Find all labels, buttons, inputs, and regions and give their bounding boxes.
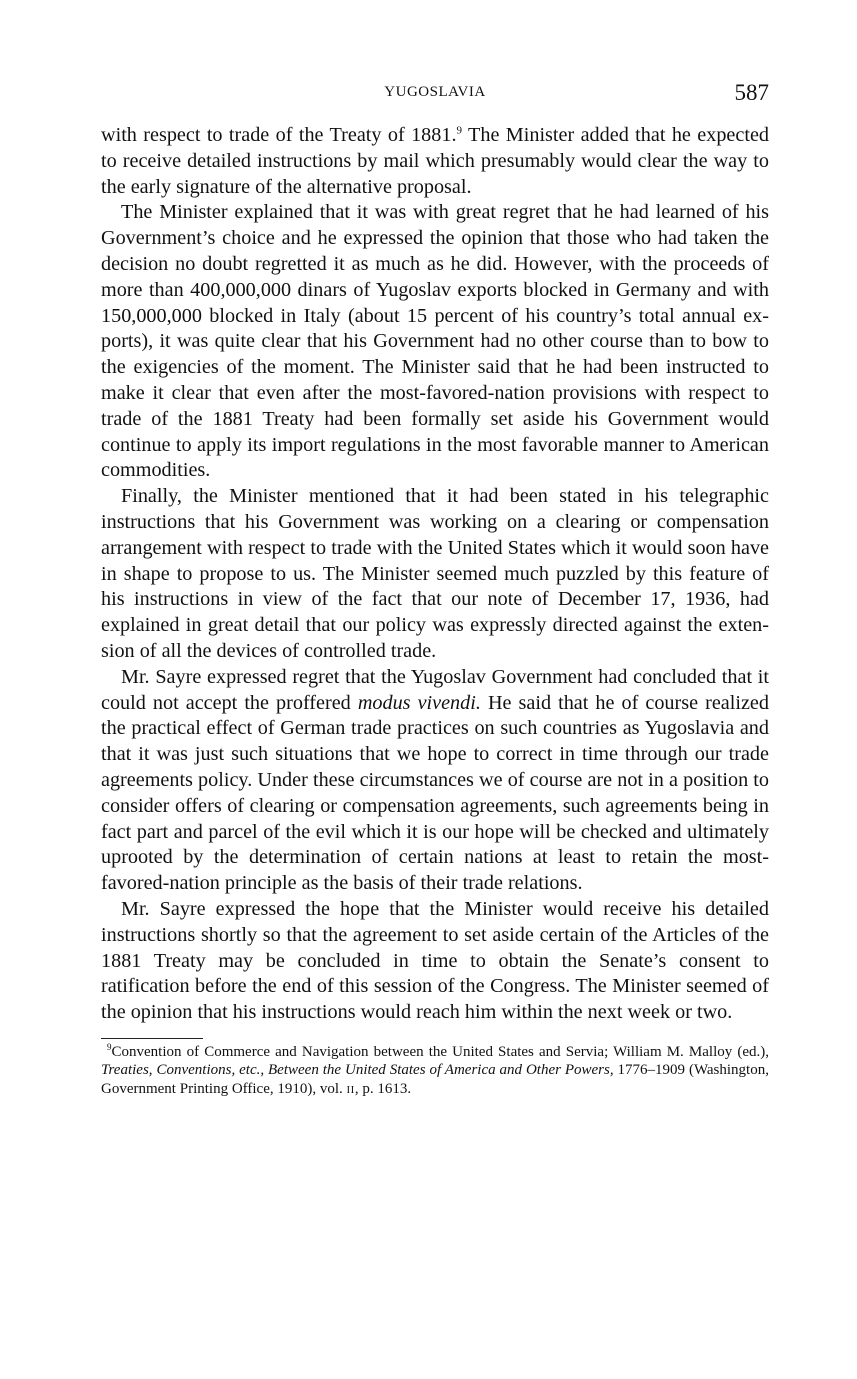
paragraph-text: He said that he of course realized the practical effect of German trade practices on such countries as Yugoslavia and that it was just such situations that we hope to correct in time through our trade agreements policy. Under these circumstances we of course are not in a position to consider offers of clearing or compensation agreements, such agreements being in fact part and parcel of the evil which it is our hope will be checked and ultimately uprooted by the determination of certain nations at least to retain the most-favored-nation principle as the basis of their trade relations.	[101, 691, 769, 895]
document-page	[101, 80, 769, 1114]
footnote-text: 1776–1909 (Washington, Government Printing Office, 1910), vol.	[101, 1062, 769, 1097]
footnote	[101, 1043, 769, 1100]
paragraph: Finally, the Minister mentioned that it had been stated in his telegraphic instructions that his Government was working on a clearing or compensation arrangement with respect to trade with the United States which it would soon have in shape to propose to us. The Minister seemed much puzzled by this feature of his instructions in view of the fact that our note of December 17, 1936, had explained in great detail that our policy was expressly directed against the extension of all the devices of controlled trade.	[101, 485, 769, 662]
italic-phrase: modus vivendi.	[357, 691, 481, 714]
footnote-italic-title: Treaties, Conventions, etc., Between the United States of America and Other Powers,	[101, 1062, 614, 1079]
footnote-text: Convention of Commerce and Navigation between the United States and Servia; William M. Malloy (ed.),	[111, 1043, 769, 1060]
paragraph-text: Mr. Sayre expressed regret that the Yugoslav Government had concluded that it could not accept the proffered	[101, 665, 769, 714]
paragraph: Mr. Sayre expressed the hope that the Minister would receive his detailed instructions shortly so that the agreement to set aside certain of the Articles of the 1881 Treaty may be concluded in time to obtain the Senate’s consent to ratification before the end of this session of the Congress. The Minister seemed of the opinion that his instructions would reach him within the next week or two.	[101, 897, 769, 1024]
footnote-text: , p. 1613.	[354, 1080, 412, 1097]
paragraph-continued	[101, 123, 769, 200]
body-text	[101, 123, 769, 1026]
page-number: 587	[734, 80, 769, 105]
paragraph-text: with respect to trade of the Treaty of 1881.	[101, 124, 457, 146]
running-header	[101, 80, 769, 110]
paragraph-text: The Minister added that he expected to receive detailed instructions by mail which presumably would clear the way to the early signature of the alternative proposal.	[101, 124, 769, 198]
footnote-volume: II	[346, 1083, 355, 1096]
footnote-divider	[101, 1038, 203, 1039]
paragraph: The Minister explained that it was with great regret that he had learned of his Government’s choice and he expressed the opinion that those who had taken the decision no doubt regretted it as much as he did. However, with the proceeds of more than 400,000,000 dinars of Yugoslav exports blocked in Germany and with 150,000,000 blocked in Italy (about 15 percent of his country’s total annual exports), it was quite clear that his Government had no other course than to bow to the exigencies of the moment. The Minister said that he had been instructed to make it clear that even after the most-favored-nation provisions with respect to trade of the 1881 Treaty had been formally set aside his Government would continue to apply its import regulations in the most favorable manner to American commodities.	[101, 201, 769, 482]
footnote-reference: 9	[456, 124, 462, 137]
running-title: YUGOSLAVIA	[384, 84, 486, 100]
footnote-mark: 9	[107, 1041, 112, 1052]
paragraph	[101, 665, 769, 897]
